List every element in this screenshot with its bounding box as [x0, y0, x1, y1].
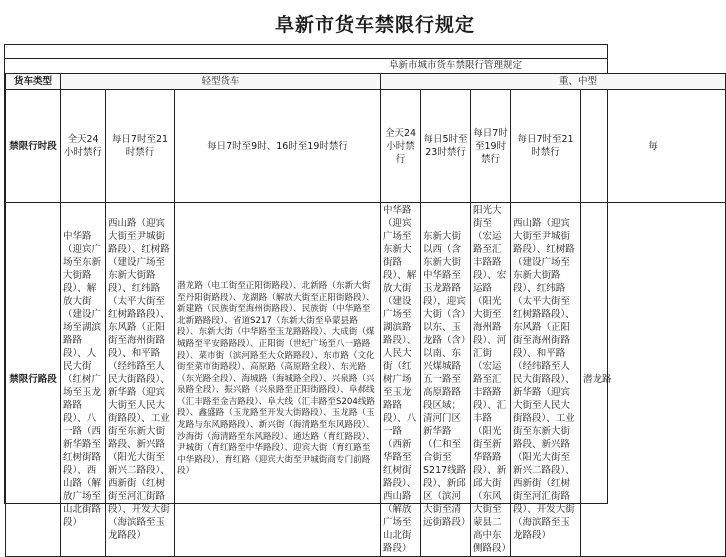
time-cell-5: 每日5时至23时禁行	[421, 90, 471, 203]
restriction-table	[5, 73, 726, 557]
light-truck-header: 轻型货车	[61, 74, 381, 90]
road-cell-2: 西山路（迎宾大街至尹城街路段）、红树路（建设广场至东新大街路段）、红纬路（太平大街至红树路路段）、东风路（正阳街至海州街路段）、和平路（经纬路至人民大街路段）、新华路（迎宾大街至人民大街路段）、工业街至东新大街路段、新兴路（阳光大街至新兴二路段）、西新街（红树街至河汇街路段）、开发大街（海滨路至玉龙路段）	[106, 203, 175, 557]
time-cell-4: 全天24小时禁行	[381, 90, 421, 203]
time-cell-8: 毎	[581, 90, 726, 203]
regulation-sheet	[4, 44, 658, 554]
road-cell-6: 阳光大街至（宏运路至汇丰路路段）、宏运路（阳光大街至海州路段）、河汇街（宏运路至汇丰路路段）、汇丰路（阳光街至新华路路段）、新邱大街（东风大街至蒙县二高中东侧路段）	[471, 203, 511, 557]
sheet-top-band	[5, 45, 607, 59]
sheet-subtitle: 阜新市城市货车禁限行管理规定	[389, 60, 523, 71]
road-row-label: 禁限行路段	[6, 203, 61, 557]
road-cell-8: 潜龙路	[581, 203, 726, 557]
road-cell-4: 中华路（迎宾广场至东新大街路段）、解放大街（建设广场至湖滨路路段）、人民大街（红树广场至玉龙路路段）、八一路（西新华路至红树街路段）、西山路（解放广场至山北街路段）	[381, 203, 421, 557]
road-cell-7: 西山路（迎宾大街至尹城街路段）、红树路（建设广场至东新大街路段）、红纬路（太平大街至红树路路段）、东风路（正阳街至海州街路段）、和平路（经纬路至人民大街路段）、新华路（迎宾大街至人民大街路段）、工业街至东新大街路段、新兴路（阳光大街至新兴二路段）、西新街（红树街至河汇街路段）、开发大街（海滨路至玉龙路段）	[511, 203, 581, 557]
time-cell-2: 每日7时至21时禁行	[106, 90, 175, 203]
time-row	[6, 90, 726, 203]
header-row	[6, 74, 726, 90]
heavy-medium-header: 重、中型	[381, 74, 726, 90]
road-cell-1: 中华路（迎宾广场至东新大街路段）、解放大街（建设广场至湖滨路路段）、人民大街（红树广场至玉龙路路段）、八一路（西新华路至红树街路段）、西山路（解放广场至山北街路段）	[61, 203, 106, 557]
time-cell-7: 每日7时至21时禁行	[511, 90, 581, 203]
page-title: 阜新市货车禁限行规定	[274, 14, 475, 36]
time-row-label: 禁限行时段	[6, 90, 61, 203]
time-cell-1: 全天24小时禁行	[61, 90, 106, 203]
time-cell-6: 每日7时至19时禁行	[471, 90, 511, 203]
road-cell-5: 东新大街以西（含东新大街中华路至玉龙路路段），迎宾大街（含）以东、玉龙路（含）以南、东兴煤城路五一路至高原路路段区域；清河门区新华路（仁和至合街至S217线路段）、新邱区（滨河大街至清远街路段）	[421, 203, 471, 557]
time-cell-3: 每日7时至9时、16时至19时禁行	[175, 90, 381, 203]
vehicle-type-label: 货车类型	[6, 74, 61, 90]
road-row	[6, 203, 726, 557]
road-cell-3: 潜龙路（电工街至正阳街路段）、北新路（东新大街至丹阳街路段）、龙湖路（解放大街至正阳街路段）、新建路（民族街至海州街路段）、民族街（中华路至北新路路段）、省道S217（东新大街至阜蒙县路段）、东新大街（中华路至玉龙路路段）、大成街（煤城路至平安路路段）、正阳街（世纪广场至八一路路段）、菜市街（滨河路至大众路路段）、东市路（文化街至菜市街路段）、高原路（高原路全段）、东光路（东光路全段）、海城路（海城路全段）、兴泉路（兴泉路全段）、振兴路（兴泉路至正阳街路段）、阜郝线（汇丰路至金吉路段）、阜大线（汇丰路至S204线路段）、鑫盛路（玉龙路至开发大街路段）、玉龙路（玉龙路与东风路路段）、新兴街（海清路至东风路段）、沙海街（海清路至东风路段）、通达路（育红路段）、尹城街（育红路至中华路段）、迎宾大街（育红路至中华路段）、育红路（迎宾大街至尹城街商专门前路段）	[175, 203, 381, 557]
